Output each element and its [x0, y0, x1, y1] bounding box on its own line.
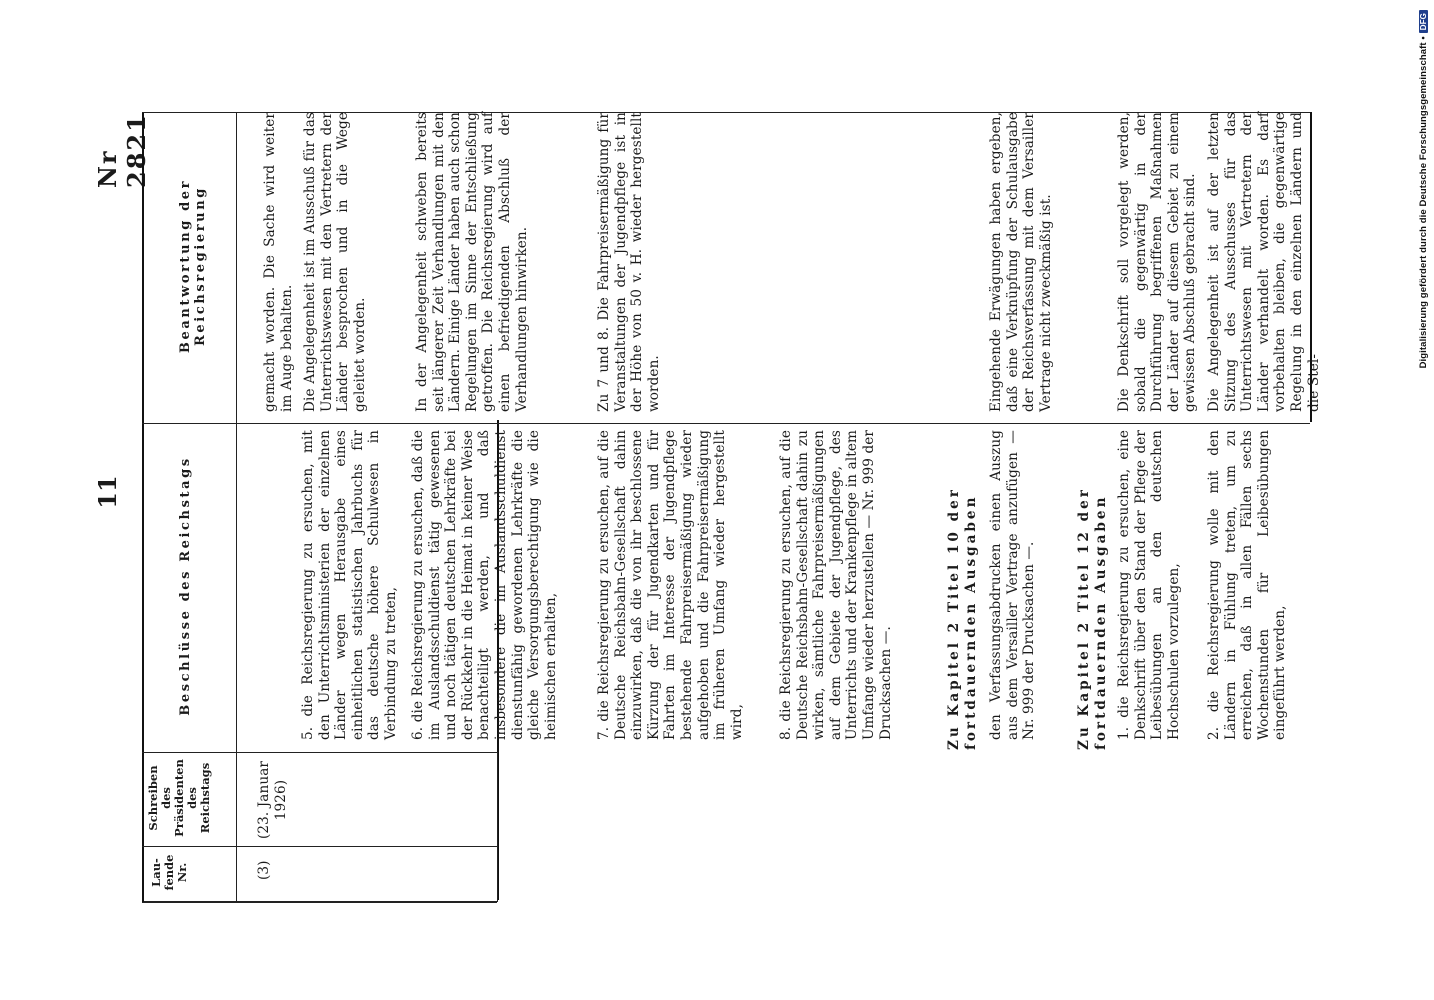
antwort-kap12-1: Die Denkschrift soll vorgelegt werden, sobald die gegenwärtig in der Durchführung begriffenen Maßnahmen der Länder auf diesem Gebiet zu einem gewissen Abschluß gebracht sind.: [1116, 112, 1199, 412]
credit-text: Digitalisierung gefördert durch die Deutsche Forschungsgemeinschaft •: [1418, 36, 1429, 369]
entry-number: (3): [256, 860, 272, 880]
digitization-credit: [1418, 10, 1434, 990]
beschluss-item-6: 6. die Reichsregierung zu ersuchen, daß die im Auslandsschuldienst tätig gewesenen und noch tätigen deutschen Lehrkräfte bei der Rückkehr in die Heimat in keiner Weise benachteiligt werden, und daß insbesondere die im Auslandsschuldienst dienstunfähig gewordenen Lehrkräfte die gleiche Versorgungsberechtigung wie die heimischen erhalten,: [410, 430, 559, 740]
document-number: Nr 2821: [93, 113, 151, 188]
col-header-laufende-nr: Lau- fende Nr.: [149, 854, 189, 891]
antwort-kap10: Eingehende Erwägungen haben ergeben, daß eine Verknüpfung der Schulausgabe der Reichsverfassung mit dem Versailler Vertrage nicht zweckmäßig ist.: [988, 112, 1054, 412]
kap10-heading: Zu Kapitel 2 Titel 10 der fortdauernden Ausgaben: [946, 487, 979, 750]
page-number: 11: [93, 475, 122, 509]
kap10-text: den Verfassungsabdrucken einen Auszug aus dem Versailler Vertrage anzufügen — Nr. 999 der Drucksachen —.: [988, 430, 1038, 740]
entry-date: (23. Januar 1926): [256, 761, 289, 840]
antwort-5: Die Angelegenheit ist im Ausschuß für das Unterrichtswesen mit den Vertretern der Länder besprochen und in die Wege geleitet worden.: [302, 112, 368, 412]
kap12-heading: Zu Kapitel 2 Titel 12 der fortdauernden Ausgaben: [1076, 487, 1109, 750]
table-top-rule: [142, 901, 497, 903]
bottom-rule: [497, 752, 498, 902]
antwort-kap12-2: Die Angelegenheit ist auf der letzten Sitzung des Ausschusses für das Unterrichtswesen mit Vertretern der Länder verhandelt worden. Es darf vorbehalten bleiben, die gegenwärtige Regelung in den einzelnen Ländern und die Stel-: [1206, 112, 1322, 412]
dfg-logo: DFG: [1419, 10, 1428, 33]
col-rule-1: [142, 846, 497, 847]
col-header-schreiben: Schreiben des Präsidenten des Reichstags: [146, 759, 212, 837]
col-rule-3: [142, 423, 1310, 424]
col-header-beantwortung: Beantwortung der Reichsregierung: [178, 178, 208, 354]
antwort-prev: gemacht worden. Die Sache wird weiter im Auge behalten.: [262, 112, 295, 412]
kap12-item-2: 2. die Reichsregierung wolle mit den Ländern in Fühlung treten, um zu erreichen, daß in allen Fällen sechs Wochenstunden für Leibesübungen eingeführt werden,: [1206, 430, 1289, 740]
col-header-beschluesse: Beschlüsse des Reichstags: [178, 456, 193, 716]
kap12-item-1: 1. die Reichsregierung zu ersuchen, eine Denkschrift über den Stand der Pflege der Leibesübungen an den deutschen Hochschulen vorzulegen,: [1116, 430, 1182, 740]
table-left-rule: [142, 112, 144, 902]
beschluss-item-8: 8. die Reichsregierung zu ersuchen, auf die Deutsche Reichsbahn-Gesellschaft dahin zu wirken, sämtliche Fahrpreisermäßigungen auf dem Gebiete der Jugendpflege, des Unterrichts und der Krankenpflege in altem Umfange wieder herzustellen — Nr. 999 der Drucksachen —.: [778, 430, 894, 740]
beschluss-item-7: 7. die Reichsregierung zu ersuchen, auf die Deutsche Reichsbahn-Gesellschaft dahin einzuwirken, daß die von ihr beschlossene Kürzung der für Jugendkarten und für Fahrten im Interesse der Jugendpflege bestehende Fahrpreisermäßigung wieder aufgehoben und die Fahrpreisermäßigung im früheren Umfang wieder hergestellt wird,: [596, 430, 745, 740]
antwort-7-8: Zu 7 und 8. Die Fahrpreisermäßigung für Veranstaltungen der Jugendpflege ist in der Höhe von 50 v. H. wieder hergestellt worden.: [596, 112, 662, 412]
antwort-6: In der Angelegenheit schweben bereits seit längerer Zeit Verhandlungen mit den Ländern. Einige Länder haben auch schon Regelungen im Sinne der Entschließung getroffen. Die Reichsregierung wird auf einen befriedigenden Abschluß der Verhandlungen hinwirken.: [414, 112, 530, 412]
beschluss-item-5: 5. die Reichsregierung zu ersuchen, mit den Unterrichtsministerien der einzelnen Länder wegen Herausgabe eines einheitlichen statistischen Jahrbuchs für das deutsche höhere Schulwesen in Verbindung zu treten,: [300, 430, 399, 740]
header-bottom-rule: [236, 112, 237, 902]
